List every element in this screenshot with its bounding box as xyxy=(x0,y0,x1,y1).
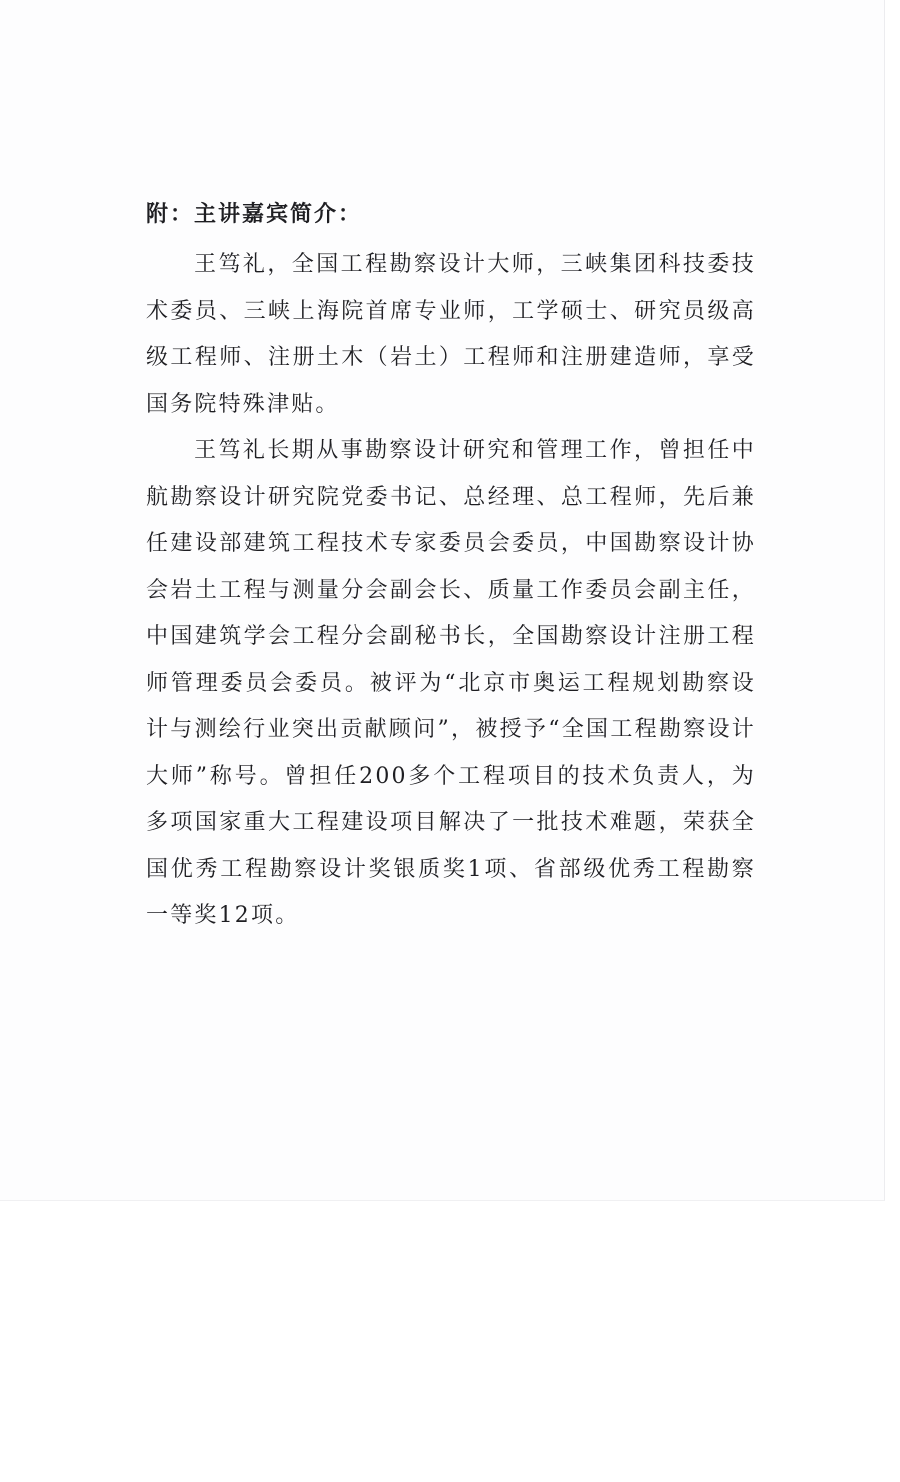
section-heading: 附：主讲嘉宾简介： xyxy=(146,202,363,227)
bio-paragraph-2: 王笃礼长期从事勘察设计研究和管理工作，曾担任中航勘察设计研究院党委书记、总经理、总工程师，先后兼任建设部建筑工程技术专家委员会委员，中国勘察设计协会岩土工程与测量分会副会长、质量工作委员会副主任，中国建筑学会工程分会副秘书长，全国勘察设计注册工程师管理委员会委员。被评为“北京市奥运工程规划勘察设计与测绘行业突出贡献顾问”，被授予“全国工程勘察设计大师”称号。曾担任200多个工程项目的技术负责人，为多项国家重大工程建设项目解决了一批技术难题，荣获全国优秀工程勘察设计奖银质奖1项、省部级优秀工程勘察一等奖12项。 xyxy=(146,438,756,928)
document-body xyxy=(146,192,756,940)
bio-paragraph-1: 王笃礼，全国工程勘察设计大师，三峡集团科技委技术委员、三峡上海院首席专业师，工学硕士、研究员级高级工程师、注册土木（岩土）工程师和注册建造师，享受国务院特殊津贴。 xyxy=(146,252,756,417)
